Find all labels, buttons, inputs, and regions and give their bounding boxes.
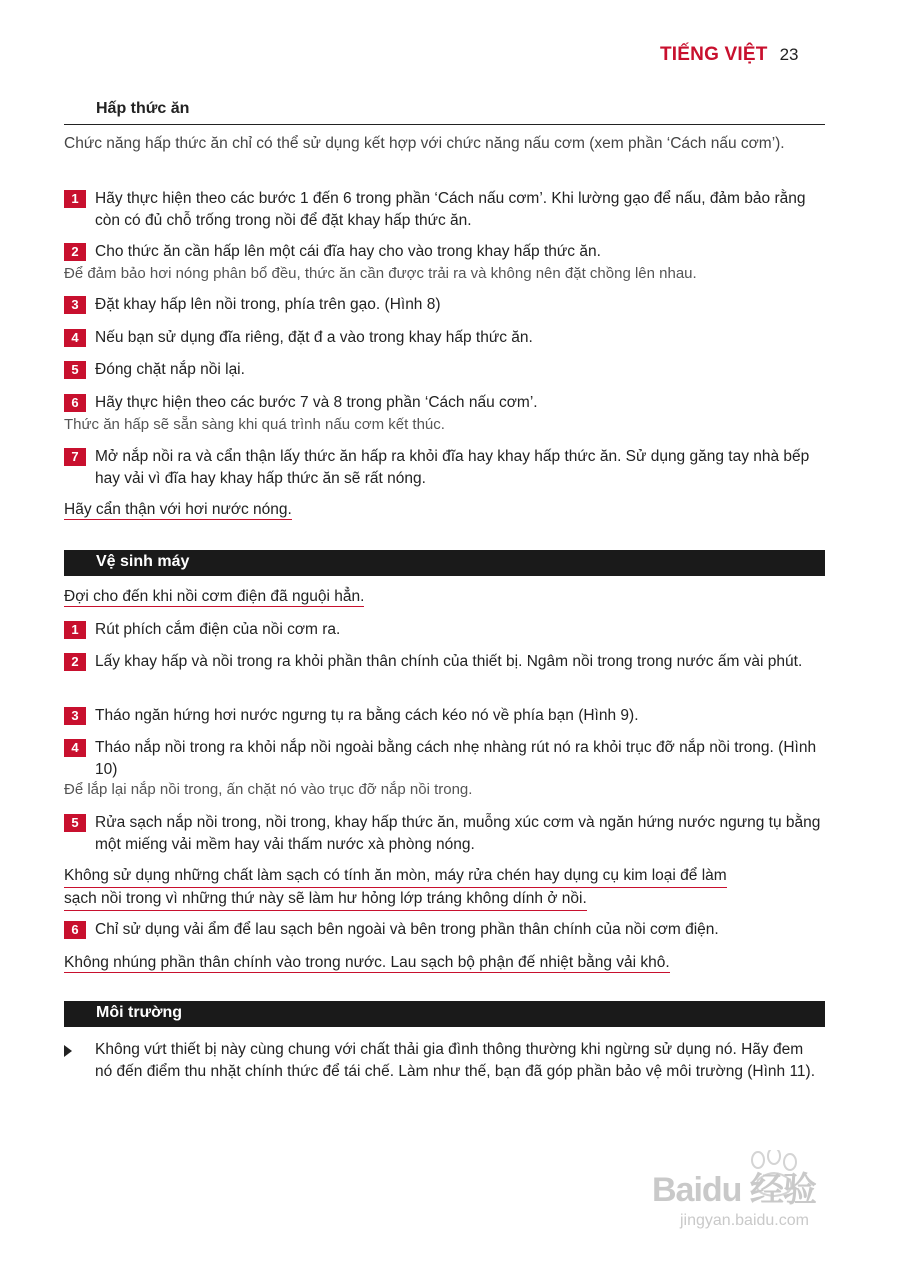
cleaning-step-6 (64, 919, 824, 941)
warning-line: sạch nồi trong vì những thứ này sẽ làm hư hỏng lớp tráng không dính ở nồi. (64, 888, 587, 911)
page-number: 23 (779, 45, 799, 64)
step-number: 7 (64, 448, 86, 466)
step-text: Đóng chặt nắp nồi lại. (95, 361, 245, 378)
steaming-step-3 (64, 294, 824, 316)
section-cleaning-heading (64, 550, 825, 576)
step-number: 4 (64, 329, 86, 347)
cleaning-step-1 (64, 619, 824, 641)
steaming-warning (64, 499, 292, 521)
watermark-url: jingyan.baidu.com (680, 1212, 809, 1229)
section-environment-heading (64, 1001, 825, 1027)
language-label: TIẾNG VIỆT (660, 44, 768, 65)
step-number: 1 (64, 190, 86, 208)
cleaning-warning-top (64, 586, 364, 608)
bullet-text: Không vứt thiết bị này cùng chung với chất thải gia đình thông thường khi ngừng sử dụng nó. Hãy đem nó đến điểm thu nhặt chính thức để tái chế. Làm như thế, bạn đã góp phần bảo vệ môi trường (Hình 11). (95, 1041, 816, 1080)
step-text: Hãy thực hiện theo các bước 1 đến 6 trong phần ‘Cách nấu cơm’. Khi lường gạo để nấu, đảm bảo rằng còn có đủ chỗ trống trong nồi để đặt khay hấp thức ăn. (95, 190, 806, 229)
step-text: Hãy thực hiện theo các bước 7 và 8 trong phần ‘Cách nấu cơm’. (95, 394, 538, 411)
section-title: Môi trường (96, 1004, 183, 1021)
cleaning-step-5 (64, 812, 824, 856)
cleaning-step-3 (64, 705, 824, 727)
bullet-arrow-icon (64, 1045, 72, 1057)
steaming-intro: Chức năng hấp thức ăn chỉ có thể sử dụng kết hợp với chức năng nấu cơm (xem phần ‘Cách nấu cơm’). (64, 135, 785, 152)
step-text: Rút phích cắm điện của nồi cơm ra. (95, 621, 341, 638)
environment-bullet (64, 1039, 824, 1083)
step-number: 3 (64, 707, 86, 725)
warning-line: Không sử dụng những chất làm sạch có tính ăn mòn, máy rửa chén hay dụng cụ kim loại để làm (64, 865, 727, 888)
steaming-step-5 (64, 359, 824, 381)
section-title: Hấp thức ăn (96, 100, 190, 117)
step-number: 5 (64, 814, 86, 832)
steaming-step-4 (64, 327, 824, 349)
cleaning-step-4 (64, 737, 824, 781)
step-number: 2 (64, 243, 86, 261)
page-header (660, 44, 830, 74)
cleaning-step-2 (64, 651, 824, 673)
section-steaming-heading (64, 100, 825, 125)
step-number: 6 (64, 394, 86, 412)
step-text: Tháo nắp nồi trong ra khỏi nắp nồi ngoài bằng cách nhẹ nhàng rút nó ra khỏi trục đỡ nắp nồi trong. (Hình 10) (95, 739, 817, 778)
step-number: 4 (64, 739, 86, 757)
steaming-step-1 (64, 188, 824, 232)
cleaning-note-4: Để lắp lại nắp nồi trong, ấn chặt nó vào trục đỡ nắp nồi trong. (64, 781, 473, 798)
step-text: Đặt khay hấp lên nồi trong, phía trên gạo. (Hình 8) (95, 296, 441, 313)
cleaning-warning-6 (64, 952, 670, 974)
cleaning-warning-5 (64, 865, 824, 911)
step-text: Tháo ngăn hứng hơi nước ngưng tụ ra bằng cách kéo nó về phía bạn (Hình 9). (95, 707, 639, 724)
steaming-step-6 (64, 392, 824, 414)
step-number: 3 (64, 296, 86, 314)
warning-text: Đợi cho đến khi nồi cơm điện đã nguội hẳn. (64, 588, 365, 605)
step-number: 6 (64, 921, 86, 939)
step-number: 5 (64, 361, 86, 379)
steaming-step-7 (64, 446, 824, 490)
step-text: Cho thức ăn cần hấp lên một cái đĩa hay cho vào trong khay hấp thức ăn. (95, 243, 601, 260)
step-text: Rửa sạch nắp nồi trong, nồi trong, khay hấp thức ăn, muỗng xúc cơm và ngăn hứng nước ngưng tụ bằng một miếng vải mềm hay vải thấm nước xà phòng nóng. (95, 814, 821, 853)
step-number: 1 (64, 621, 86, 639)
step-number: 2 (64, 653, 86, 671)
step-text: Nếu bạn sử dụng đĩa riêng, đặt đ a vào trong khay hấp thức ăn. (95, 329, 533, 346)
watermark-logo: Baidu 经验 (652, 1171, 816, 1209)
warning-text: Hãy cẩn thận với hơi nước nóng. (64, 501, 292, 518)
step-text: Mở nắp nồi ra và cẩn thận lấy thức ăn hấp ra khỏi đĩa hay khay hấp thức ăn. Sử dụng găng tay nhà bếp hay vải vì đĩa hay khay hấp thức ăn sẽ rất nóng. (95, 448, 810, 487)
step-text: Lấy khay hấp và nồi trong ra khỏi phần thân chính của thiết bị. Ngâm nồi trong trong nước ấm vài phút. (95, 653, 803, 670)
step-text: Chỉ sử dụng vải ẩm để lau sạch bên ngoài và bên trong phần thân chính của nồi cơm điện. (95, 921, 719, 938)
steaming-note-2: Để đảm bảo hơi nóng phân bổ đều, thức ăn cần được trải ra và không nên đặt chồng lên nhau. (64, 265, 697, 282)
steaming-step-2 (64, 241, 824, 263)
warning-text: Không nhúng phần thân chính vào trong nước. Lau sạch bộ phận đế nhiệt bằng vải khô. (64, 954, 670, 971)
baidu-watermark (640, 1150, 860, 1250)
steaming-note-6: Thức ăn hấp sẽ sẵn sàng khi quá trình nấu cơm kết thúc. (64, 416, 445, 433)
section-title: Vệ sinh máy (96, 553, 190, 570)
